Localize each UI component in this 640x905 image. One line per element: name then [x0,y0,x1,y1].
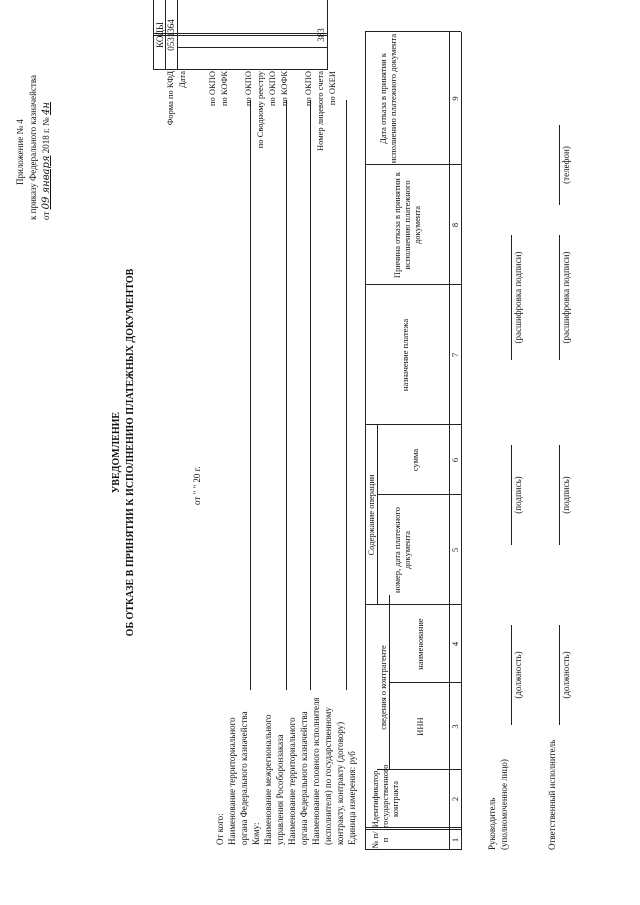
code-label-10: по ОКЕИ [327,71,337,106]
label-from: От кого: [215,813,225,845]
col-num-7: 7 [450,352,460,358]
th-num: № п/п [370,831,390,849]
sig-responsible: Ответственный исполнитель [547,739,557,850]
sig-head-signature-line [511,445,512,545]
sig-head-line1: Руководитель [487,797,497,850]
code-label-6: по ОКПО [267,71,277,107]
title-line2: ОБ ОТКАЗЕ В ПРИНЯТИИ К ИСПОЛНЕНИЮ ПЛАТЕЖНЫХ ДОКУМЕНТОВ [125,268,136,637]
label-exec-1: Наименование головного исполнителя [311,697,321,845]
code-label-3: по КОФК [219,71,229,107]
label-tofk-1: Наименование территориального [227,717,237,845]
sig-head-position-line [511,625,512,725]
sig-head-position-caption: (должность) [513,651,523,699]
label-exec-2: (исполнителя) по государственному [323,707,333,845]
sig-resp-decode-caption: (расшифровка подписи) [561,251,571,344]
th-reason: Причина отказа в принятии к исполнению платежного документа [392,171,422,279]
label-mru-1: Наименование межрегионального [263,714,273,845]
label-mru-2: управления Рособоронзаказа [275,734,285,845]
th-contragent: сведения о контрагенте [378,645,388,730]
col-num-4: 4 [450,641,460,647]
label-to: Кому: [251,822,261,845]
col-num-3: 3 [450,724,460,729]
col-num-1: 1 [450,837,460,843]
code-label-5: по Сводному реестру [255,71,265,149]
sig-resp-phone-line [559,125,560,205]
title-date-line: от " " 20 г. [192,466,202,505]
code-label-7: по КОФК [279,71,289,107]
sig-resp-signature-caption: (подпись) [561,476,571,514]
title-line1: УВЕДОМЛЕНИЕ [111,411,122,494]
sig-head-line2: (уполномоченное лицо) [499,759,509,850]
code-value-10: 383 [316,28,326,42]
appendix-number-handwritten: 4н [41,102,52,115]
label-unit: Единица измерения: руб [347,751,357,845]
sig-resp-decode-line [559,235,560,360]
code-label-1: Дата [177,71,187,88]
appendix-line3: от 09 января 2018 г. № 4н [41,102,52,220]
code-label-0: Форма по КФД [165,71,175,126]
label-exec-3: контракту, контракту (договору) [335,721,345,845]
col-num-6: 6 [450,457,460,463]
code-label-8: по ОКПО [303,71,313,107]
code-label-9: Номер лицевого счета [315,71,325,151]
th-purpose: назначение платежа [400,318,410,392]
col-num-8: 8 [450,222,460,228]
th-inn: ИНН [415,717,425,736]
label-tofk2-1: Наименование территориального [287,717,297,845]
col-num-2: 2 [450,796,460,802]
sig-resp-position-caption: (должность) [561,651,571,699]
th-sum: сумма [410,448,420,472]
sig-resp-position-line [559,625,560,725]
code-label-4: по ОКПО [243,71,253,107]
sig-head-decode-line [511,235,512,360]
sig-head-decode-caption: (расшифровка подписи) [513,251,523,344]
codes-header: КОДЫ [155,22,165,48]
label-tofk-2: органа Федерального казначейства [239,711,249,845]
sig-head-signature-caption: (подпись) [513,476,523,514]
sig-resp-signature-line [559,445,560,545]
label-tofk2-2: органа Федерального казначейства [299,711,309,845]
th-docnum: номер, дата платежного документа [392,507,412,593]
col-num-9: 9 [450,96,460,101]
col-num-5: 5 [450,547,460,553]
th-name: наименование [415,618,425,670]
code-label-2: по ОКПО [207,71,217,107]
th-date: Дата отказа в принятии к исполнению платежного документа [378,33,398,164]
appendix-date-handwritten: 09 января [41,155,52,210]
appendix-line2: к приказу Федерального казначейства [28,75,38,220]
sig-resp-phone-caption: (телефон) [561,146,571,184]
th-ident: Идентификатор государственного контракта [370,764,400,828]
th-ops: Содержание операции [366,474,376,556]
code-value-0: 0531364 [166,19,176,51]
appendix-line1: Приложение № 4 [15,119,25,185]
